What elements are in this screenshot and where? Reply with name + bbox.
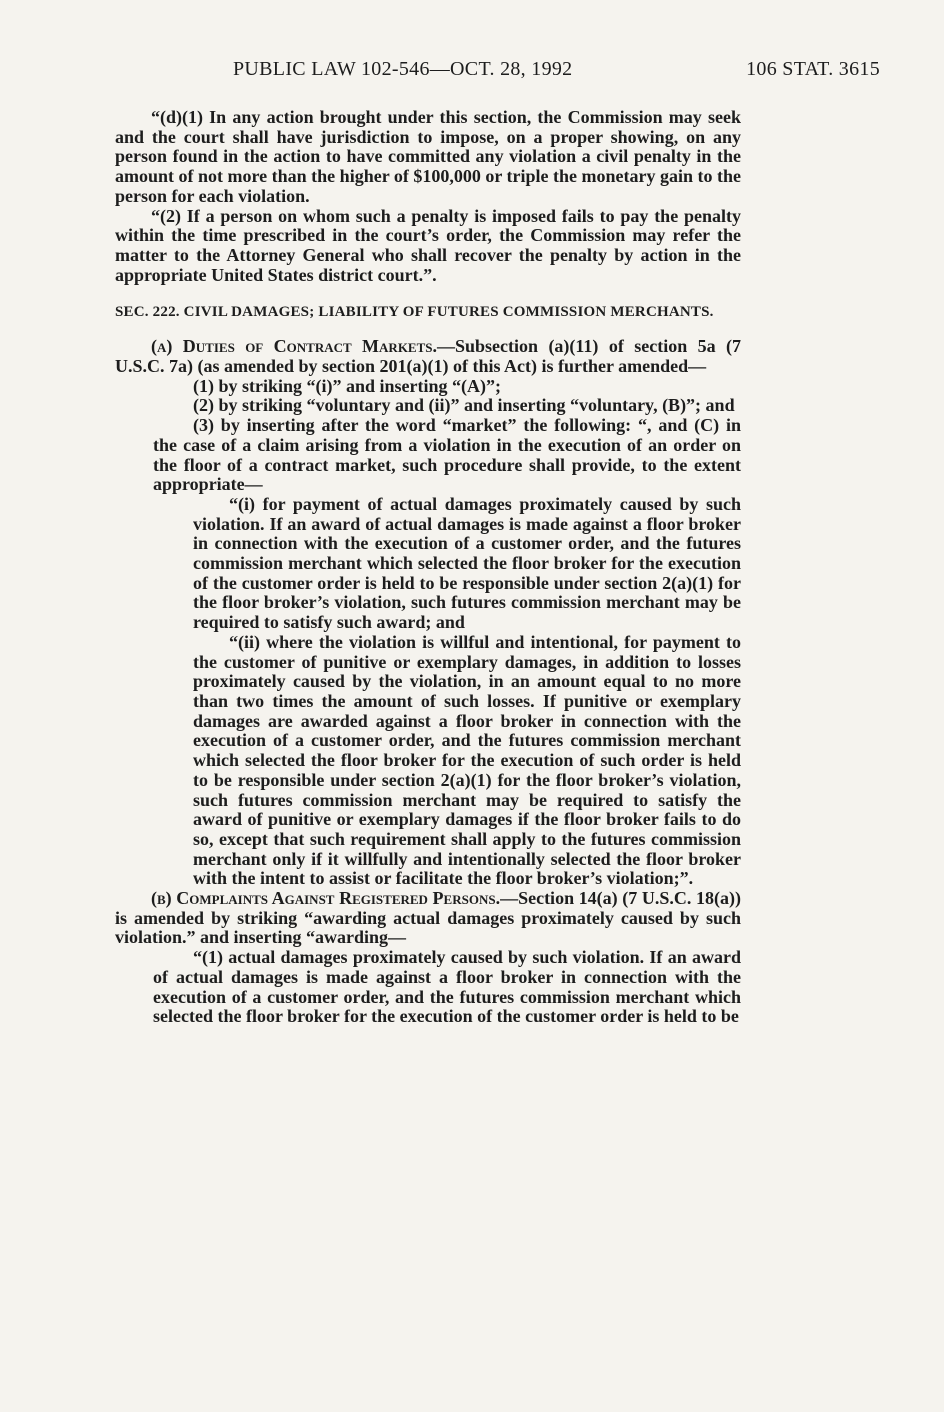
subsection-a-text: —Subsection (a)(11) of section 5a (7 U.S.C. 7a) (as amended by section 201(a)(1) of this Act) is further amended— <box>115 336 742 377</box>
paragraph-b <box>115 889 741 948</box>
paragraph-a3-i: “(i) for payment of actual damages proximately caused by such violation. If an award of actual damages is made against a floor broker in connection with the execution of a customer order, and the futures commission merchant which selected the floor broker for the execution of the customer order is held to be responsible under section 2(a)(1) for the floor broker’s violation, such futures commission merchant may be required to satisfy such award; and <box>193 493 741 633</box>
paragraph-a3-ii: “(ii) where the violation is willful and intentional, for payment to the customer of punitive or exemplary damages, in addition to losses proximately caused by the violation, in an amount equal to no more than two times the amount of such losses. If punitive or exemplary damages are awarded against a floor broker in connection with the execution of a customer order, and the futures commission merchant which selected the floor broker for the execution of such order is held to be responsible under section 2(a)(1) for the floor broker’s violation, such futures commission merchant may be required to satisfy the award of punitive or exemplary damages if the floor broker fails to do so, except that such requirement shall apply to the futures commission merchant only if it willfully and intentionally selected the floor broker with the intent to assist or facilitate the floor broker’s violation;”. <box>193 631 741 889</box>
paragraph-d2: “(2) If a person on whom such a penalty is imposed fails to pay the penalty within the time prescribed in the court’s order, the Commission may refer the matter to the Attorney General who shall recover the penalty by action in the appropriate United States district court.”. <box>115 205 741 285</box>
paragraph-a1: (1) by striking “(i)” and inserting “(A)”; <box>193 375 502 396</box>
header-title: PUBLIC LAW 102-546—OCT. 28, 1992 <box>233 58 573 80</box>
subsection-a-heading: (a) Duties of Contract Markets. <box>151 336 438 357</box>
subsection-b-text: —Section 14(a) (7 U.S.C. 18(a)) is amended by striking “awarding actual damages proximately caused by such violation.” and inserting “awarding— <box>115 888 741 948</box>
paragraph-b1: “(1) actual damages proximately caused by such violation. If an award of actual damages is made against a floor broker in connection with the execution of a customer order, and the futures commission merchant which selected the floor broker for the execution of the customer order is held to be <box>153 947 741 1027</box>
paragraph-a2: (2) by striking “voluntary and (ii)” and inserting “voluntary, (B)”; and <box>193 395 735 416</box>
paragraph-d1: “(d)(1) In any action brought under this section, the Commission may seek and the court shall have jurisdiction to impose, on a proper showing, on any person found in the action to have committed any violation a civil penalty in the amount of not more than the higher of $100,000 or triple the monetary gain to the person for each violation. <box>115 107 741 206</box>
section-heading: SEC. 222. CIVIL DAMAGES; LIABILITY OF FUTURES COMMISSION MERCHANTS. <box>115 304 714 321</box>
paragraph-a <box>115 337 741 376</box>
document-body <box>115 108 741 1027</box>
paragraph-a3: (3) by inserting after the word “market” the following: “, and (C) in the case of a claim arising from a violation in the execution of an order on the floor of a contract market, such procedure shall provide, to the extent appropriate— <box>153 415 741 495</box>
running-header <box>115 58 880 88</box>
subsection-b-heading: (b) Complaints Against Registered Persons. <box>151 888 501 909</box>
header-page-ref: 106 STAT. 3615 <box>746 58 880 80</box>
